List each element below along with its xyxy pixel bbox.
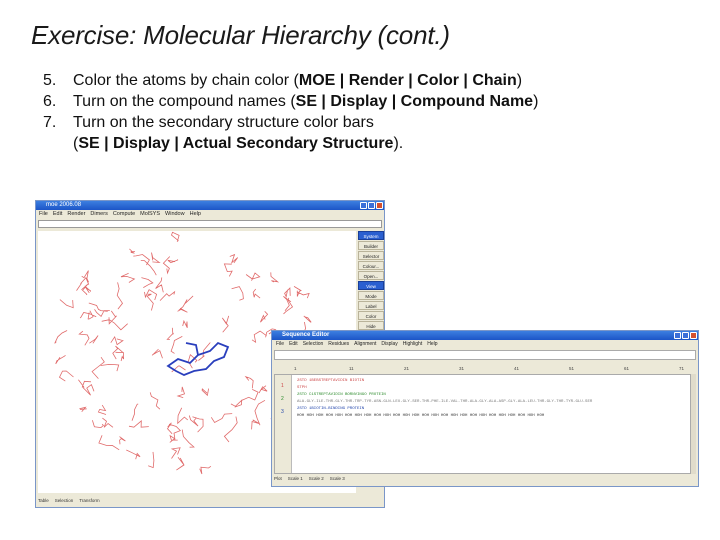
side-button-colour[interactable]: Colour... — [358, 261, 384, 270]
residue-ruler — [294, 365, 690, 374]
moe-command-line[interactable] — [38, 220, 382, 228]
ruler-tick-label: 21 — [404, 366, 410, 371]
menu-item-molsys[interactable]: MolSYS — [140, 211, 161, 217]
side-button-color[interactable]: Color — [358, 311, 384, 320]
menu-item-highlight[interactable]: Highlight — [402, 341, 423, 347]
step-5 — [43, 70, 538, 91]
footer-item[interactable]: Plot — [274, 476, 282, 481]
seq-title-bar[interactable] — [272, 331, 698, 340]
step-text-pre: ( — [73, 135, 79, 152]
vertical-scrollbar[interactable] — [690, 374, 696, 474]
step-number: 5. — [43, 72, 57, 89]
moe-status-bar — [38, 496, 382, 505]
seq-toolbar — [274, 350, 696, 360]
sequence-row[interactable]: 2STD 1BEBSTREPTAVIDIN BIOTIN — [297, 379, 365, 383]
seq-menubar — [272, 340, 698, 349]
moe-title-bar[interactable] — [36, 201, 384, 210]
side-button-open[interactable]: Open... — [358, 271, 384, 280]
menu-item-edit[interactable]: Edit — [289, 341, 298, 347]
minimize-icon[interactable] — [360, 202, 367, 209]
side-button-selector[interactable]: Selector — [358, 251, 384, 260]
footer-item[interactable]: Scale 2 — [308, 476, 324, 481]
moe-window-title: moe 2006.08 — [46, 202, 82, 208]
sequence-row[interactable]: ALA-GLY-ILE-THR-GLY-THR-TRP-TYR-ASN-GLN-LEU-GLY-SER-THR-PHE-ILE-VAL-THR-ALA-GLY-ALA-ASP-GLY-ALA-LEU-THR-GLY-THR-TYR-GLU-SER — [297, 400, 593, 404]
sequence-row[interactable]: 2STD C1STREPTAVIDIN BORNVINGO PROTEIN — [297, 393, 386, 397]
seq-footer — [274, 474, 345, 483]
menu-item-window[interactable]: Window — [165, 211, 185, 217]
menu-item-help[interactable]: Help — [427, 341, 438, 347]
menu-item-display[interactable]: Display — [381, 341, 398, 347]
step-text — [73, 91, 538, 112]
menu-item-dimers[interactable]: Dimers — [90, 211, 108, 217]
side-button-mode[interactable]: Mode — [358, 291, 384, 300]
chain-number: 1 — [281, 383, 284, 389]
side-button-view[interactable]: View — [358, 281, 384, 290]
close-icon[interactable] — [690, 332, 697, 339]
step-6 — [43, 91, 538, 112]
footer-item[interactable]: Scale 1 — [287, 476, 303, 481]
step-text-pre: Color the atoms by chain color ( — [73, 72, 299, 89]
status-item[interactable]: Selection — [54, 498, 74, 503]
status-item[interactable]: Table — [38, 498, 49, 503]
step-text: Turn on the secondary structure color bars — [73, 114, 374, 131]
chain-number: 2 — [281, 396, 284, 402]
step-menu-path: SE | Display | Compound Name — [295, 93, 534, 110]
footer-item[interactable]: Scale 3 — [329, 476, 345, 481]
side-button-builder[interactable]: Builder — [358, 241, 384, 250]
menu-item-edit[interactable]: Edit — [52, 211, 63, 217]
side-button-label[interactable]: Label — [358, 301, 384, 310]
ruler-tick-label: 61 — [624, 366, 630, 371]
menu-item-help[interactable]: Help — [189, 211, 201, 217]
maximize-icon[interactable] — [682, 332, 689, 339]
step-text-post: ) — [516, 72, 523, 89]
step-menu-path: SE | Display | Actual Secondary Structure — [78, 135, 394, 152]
menu-item-file[interactable]: File — [276, 341, 285, 347]
step-text-pre: Turn on the compound names ( — [73, 93, 296, 110]
menu-item-file[interactable]: File — [39, 211, 48, 217]
menu-item-compute[interactable]: Compute — [112, 211, 136, 217]
side-button-hide[interactable]: Hide — [358, 321, 384, 330]
step-number: 7. — [43, 114, 57, 131]
sequence-panel[interactable] — [274, 374, 696, 474]
sequence-editor-window — [271, 330, 699, 487]
chain-number: 3 — [281, 409, 284, 415]
minimize-icon[interactable] — [674, 332, 681, 339]
exercise-steps — [43, 70, 538, 154]
status-item[interactable]: Transform — [79, 498, 100, 503]
step-text-post: ). — [393, 135, 404, 152]
ruler-tick-label: 31 — [459, 366, 465, 371]
side-button-system[interactable]: System — [358, 231, 384, 240]
sequence-row[interactable]: HOH HOH HOH HOH HOH HOH HOH HOH HOH HOH HOH HOH HOH HOH HOH HOH HOH HOH HOH HOH HOH HOH HOH HOH HOH HOH — [297, 414, 545, 418]
sequence-row[interactable]: STPH — [297, 386, 307, 390]
sequence-row[interactable]: 2STD 1BIOTIN-BINDING PROTEIN — [297, 407, 365, 411]
menu-item-selection[interactable]: Selection — [302, 341, 324, 347]
step-number: 6. — [43, 93, 57, 110]
menu-item-alignment[interactable]: Alignment — [354, 341, 377, 347]
ruler-tick-label: 41 — [514, 366, 520, 371]
step-7-continuation — [43, 133, 538, 154]
ruler-tick-label: 51 — [569, 366, 575, 371]
ruler-tick-label: 1 — [294, 366, 297, 371]
menu-item-render[interactable]: Render — [67, 211, 86, 217]
ligand-biotin — [168, 343, 228, 375]
close-icon[interactable] — [376, 202, 383, 209]
step-7 — [43, 112, 538, 133]
moe-menubar — [36, 210, 384, 219]
ruler-tick-label: 71 — [679, 366, 685, 371]
step-text-post: ) — [533, 93, 539, 110]
seq-window-title: Sequence Editor — [282, 332, 330, 338]
step-menu-path: MOE | Render | Color | Chain — [298, 72, 517, 89]
moe-right-panel — [358, 231, 384, 341]
menu-item-residues[interactable]: Residues — [328, 341, 350, 347]
chain-gutter — [275, 375, 292, 473]
step-text — [73, 70, 522, 91]
slide-title: Exercise: Molecular Hierarchy (cont.) — [31, 20, 450, 50]
ruler-tick-label: 11 — [349, 366, 354, 371]
maximize-icon[interactable] — [368, 202, 375, 209]
